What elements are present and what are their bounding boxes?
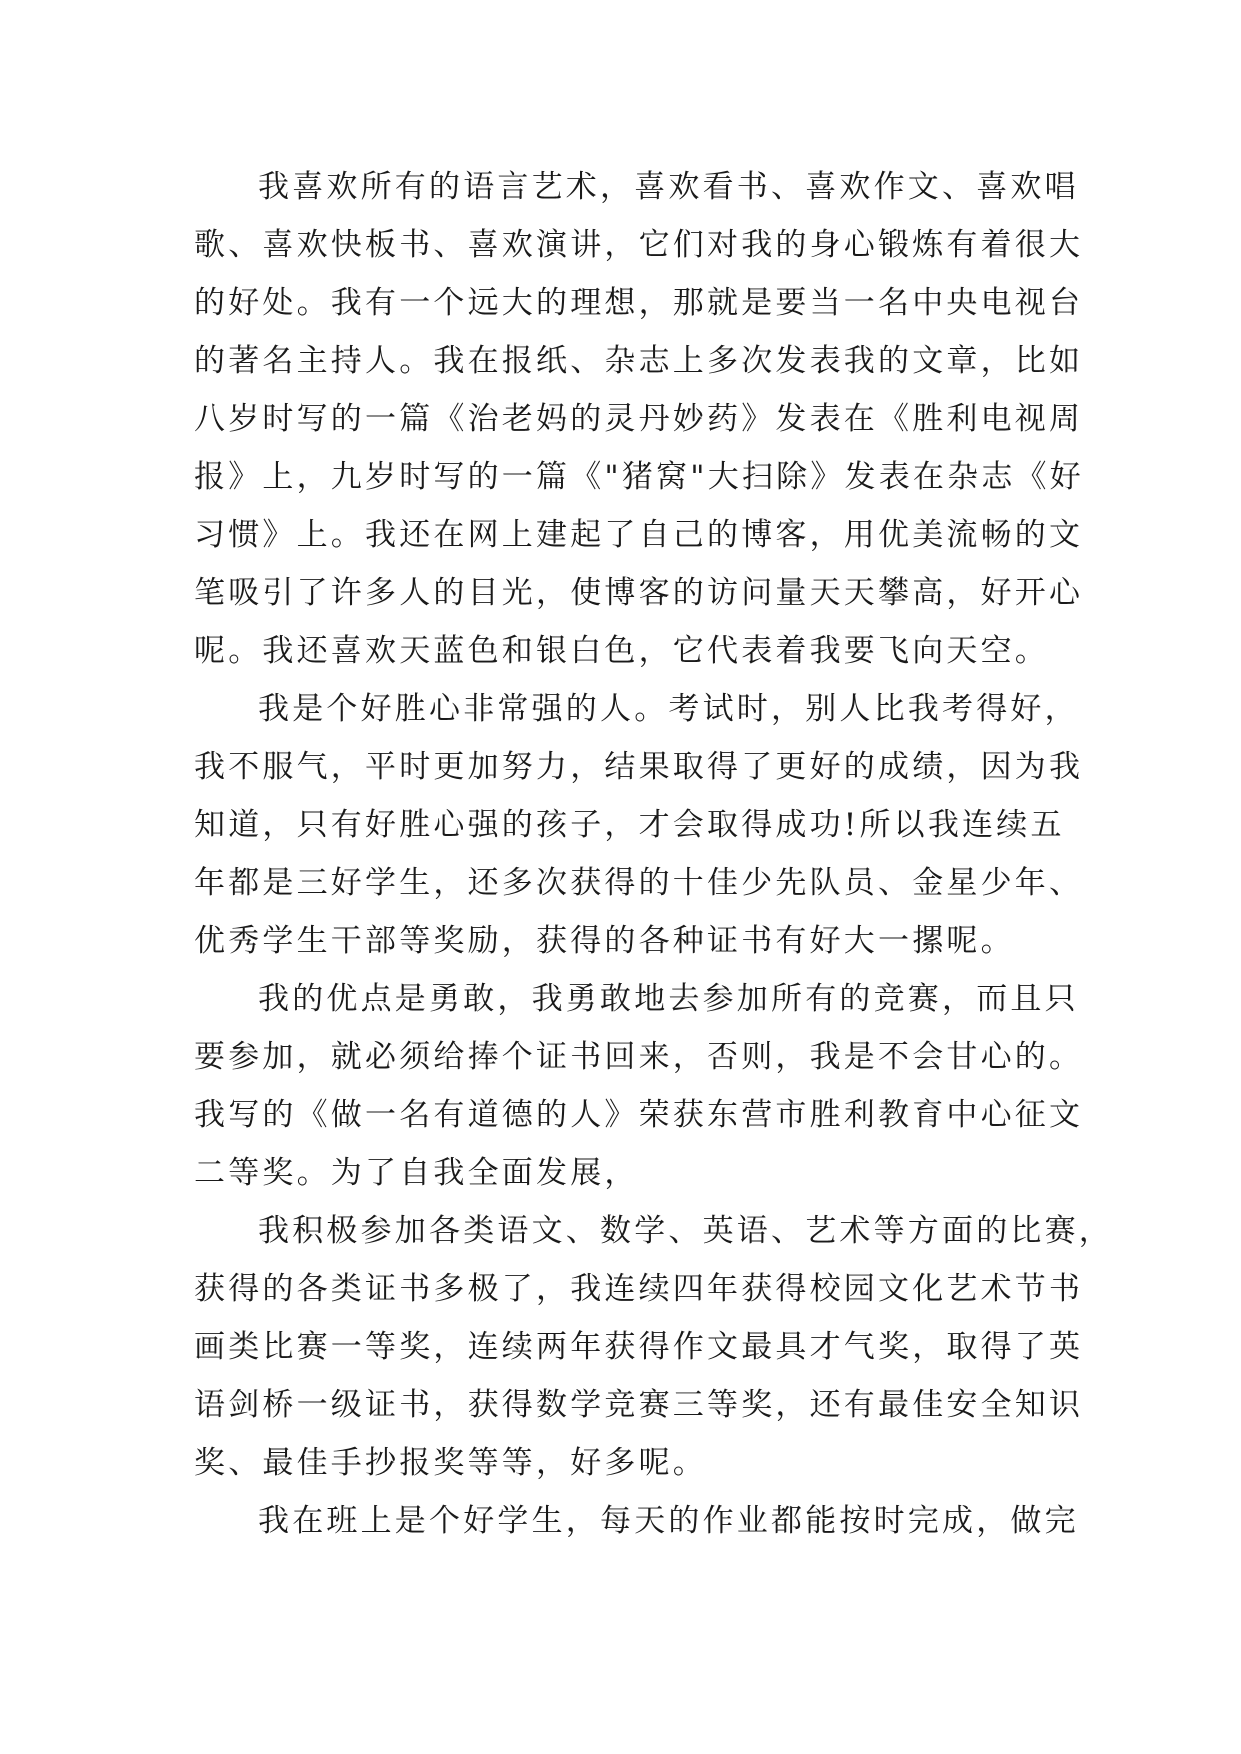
text-line: 语剑桥一级证书，获得数学竞赛三等奖，还有最佳安全知识 [194, 1387, 1084, 1423]
text-line: 笔吸引了许多人的目光，使博客的访问量天天攀高，好开心 [194, 575, 1084, 611]
text-line: 二等奖。为了自我全面发展， [194, 1155, 639, 1191]
text-line: 习惯》上。我还在网上建起了自己的博客，用优美流畅的文 [194, 517, 1084, 553]
text-line: 我的优点是勇敢，我勇敢地去参加所有的竞赛，而且只 [258, 981, 1079, 1017]
text-line: 报》上，九岁时写的一篇《"猪窝"大扫除》发表在杂志《好 [194, 459, 1084, 495]
text-line: 年都是三好学生，还多次获得的十佳少先队员、金星少年、 [194, 865, 1084, 901]
text-line: 呢。我还喜欢天蓝色和银白色，它代表着我要飞向天空。 [194, 633, 1049, 669]
text-line: 知道，只有好胜心强的孩子，才会取得成功!所以我连续五 [194, 807, 1065, 843]
text-line: 优秀学生干部等奖励，获得的各种证书有好大一摞呢。 [194, 923, 1015, 959]
text-line: 的好处。我有一个远大的理想，那就是要当一名中央电视台 [194, 285, 1084, 321]
text-line: 我喜欢所有的语言艺术，喜欢看书、喜欢作文、喜欢唱 [258, 169, 1079, 205]
text-line: 要参加，就必须给捧个证书回来，否则，我是不会甘心的。 [194, 1039, 1084, 1075]
text-line: 我是个好胜心非常强的人。考试时，别人比我考得好， [258, 691, 1079, 727]
text-line: 我不服气，平时更加努力，结果取得了更好的成绩，因为我 [194, 749, 1084, 785]
text-line: 获得的各类证书多极了，我连续四年获得校园文化艺术节书 [194, 1271, 1084, 1307]
text-line: 我积极参加各类语文、数学、英语、艺术等方面的比赛， [258, 1213, 1113, 1249]
text-line: 我写的《做一名有道德的人》荣获东营市胜利教育中心征文 [194, 1097, 1084, 1133]
text-line: 奖、最佳手抄报奖等等，好多呢。 [194, 1445, 707, 1481]
text-line: 画类比赛一等奖，连续两年获得作文最具才气奖，取得了英 [194, 1329, 1084, 1365]
document-body [194, 158, 1113, 1550]
text-line: 的著名主持人。我在报纸、杂志上多次发表我的文章，比如 [194, 343, 1084, 379]
text-line: 我在班上是个好学生，每天的作业都能按时完成，做完 [258, 1503, 1079, 1539]
text-line: 八岁时写的一篇《治老妈的灵丹妙药》发表在《胜利电视周 [194, 401, 1084, 437]
text-line: 歌、喜欢快板书、喜欢演讲，它们对我的身心锻炼有着很大 [194, 227, 1084, 263]
